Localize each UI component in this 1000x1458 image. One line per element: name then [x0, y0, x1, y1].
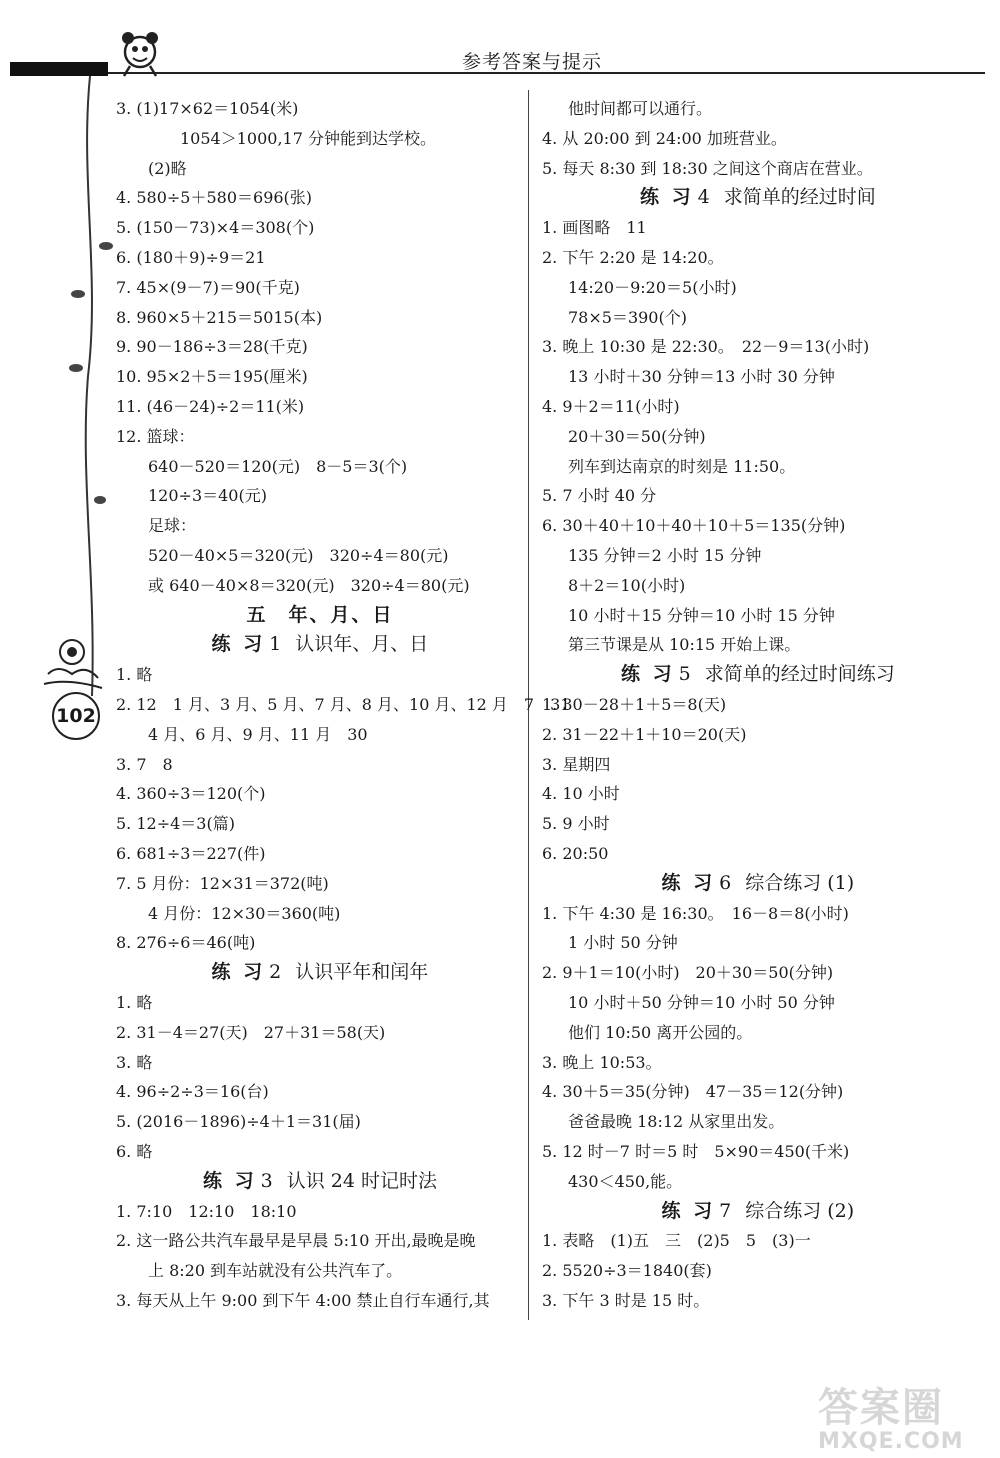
answer-line: 10. 95×2＋5＝195(厘米): [116, 367, 308, 387]
answer-line: 8. 960×5＋215＝5015(本): [116, 307, 323, 327]
section-heading: [662, 870, 855, 896]
answer-line: 5. (150－73)×4＝308(个): [116, 218, 315, 238]
answer-line: 1. 表略 (1)五 三 (2)5 5 (3)一: [542, 1231, 811, 1251]
answer-line: 第三节课是从 10:15 开始上课。: [568, 635, 801, 655]
answer-line: 9. 90－186÷3＝28(千克): [116, 337, 308, 357]
page-header-title: 参考答案与提示: [462, 51, 603, 73]
answer-line: 3. 略: [116, 1052, 153, 1072]
answer-line: 4 月、6 月、9 月、11 月 30: [148, 724, 368, 744]
answer-line: 20＋30＝50(分钟): [568, 426, 706, 446]
answer-line: 2. 这一路公共汽车最早是早晨 5:10 开出,最晚是晚: [116, 1231, 476, 1251]
section-title-text: 认识 24 时记时法: [286, 1169, 437, 1192]
section-heading: [662, 1198, 855, 1224]
section-title-text: 求简单的经过时间练习: [704, 663, 895, 686]
section-label: 练 习: [203, 1169, 257, 1192]
answer-line: 8＋2＝10(小时): [568, 575, 686, 595]
answer-line: 6. 20:50: [542, 844, 609, 863]
answer-line: 5. 12 时－7 时＝5 时 5×90＝450(千米): [542, 1142, 850, 1161]
answer-line: 3. 每天从上午 9:00 到下午 4:00 禁止自行车通行,其: [116, 1291, 490, 1310]
watermark-top-text: 答案圈: [818, 1385, 944, 1431]
answer-line: 5. 12÷4＝3(篇): [116, 814, 235, 834]
answer-line: 足球：: [148, 516, 197, 536]
answer-line: 3. 晚上 10:53。: [542, 1052, 662, 1072]
section-title-text: 求简单的经过时间: [723, 186, 876, 209]
answer-line: 1. 7:10 12:10 18:10: [116, 1201, 297, 1221]
answer-line: 11. (46－24)÷2＝11(米): [116, 397, 305, 416]
answer-line: 列车到达南京的时刻是 11:50。: [568, 456, 796, 476]
answer-line: 2. 9＋1＝10(小时) 20＋30＝50(分钟): [542, 963, 834, 983]
answer-line: 4. 360÷3＝120(个): [116, 784, 266, 804]
answer-line: 4. 10 小时: [542, 784, 620, 804]
answer-line: 5. 每天 8:30 到 18:30 之间这个商店在营业。: [542, 158, 873, 178]
answer-line: 2. 31－22＋1＋10＝20(天): [542, 724, 747, 744]
section-label: 练 习: [661, 1199, 716, 1222]
answer-line: 4. 580÷5＋580＝696(张): [116, 188, 313, 208]
answer-line: 4. 96÷2÷3＝16(台): [116, 1082, 269, 1102]
answer-line: 5. 9 小时: [542, 814, 610, 834]
answer-line: 1. 略: [116, 665, 153, 685]
answer-line: 2. 12 1 月、3 月、5 月、7 月、8 月、10 月、12 月 7 31: [116, 695, 571, 714]
answer-line: 640－520＝120(元) 8－5＝3(个): [148, 456, 408, 476]
answer-line: 3. 晚上 10:30 是 22:30。 22－9＝13(小时): [542, 337, 870, 357]
answer-line: 520－40×5＝320(元) 320÷4＝80(元): [148, 546, 449, 565]
section-heading: [212, 959, 429, 985]
watermark-bottom-text: MXQE.COM: [818, 1429, 964, 1454]
answer-line: 7. 5 月份：12×31＝372(吨): [116, 873, 329, 893]
section-title-text: 综合练习 (2): [745, 1199, 855, 1222]
answer-line: 8. 276÷6＝46(吨): [116, 933, 256, 953]
section-heading: [212, 631, 429, 657]
answer-line: 10 小时＋15 分钟＝10 小时 15 分钟: [568, 605, 835, 625]
answer-line: 6. 681÷3＝227(件): [116, 844, 266, 863]
answer-line: 4. 30＋5＝35(分钟) 47－35＝12(分钟): [542, 1082, 844, 1102]
answer-line: 7. 45×(9－7)＝90(千克): [116, 277, 300, 297]
chapter-title: 五 年、月、日: [246, 603, 394, 626]
answer-line: 14:20－9:20＝5(小时): [568, 277, 737, 297]
answer-line: 10 小时＋50 分钟＝10 小时 50 分钟: [568, 993, 835, 1012]
page-number-badge: 102: [52, 692, 100, 740]
section-label: 练 习: [211, 961, 266, 984]
section-label: 练 习: [640, 186, 694, 209]
answer-line: 2. 31－4＝27(天) 27＋31＝58(天): [116, 1022, 386, 1042]
answer-line: 13 小时＋30 分钟＝13 小时 30 分钟: [568, 367, 835, 387]
section-title-text: 综合练习 (1): [745, 871, 855, 894]
section-number: 2: [269, 961, 282, 984]
section-heading: [621, 661, 895, 687]
answer-line: 他们 10:50 离开公园的。: [568, 1022, 753, 1042]
answer-line: 78×5＝390(个): [568, 307, 687, 327]
answer-line: 爸爸最晚 18:12 从家里出发。: [568, 1112, 785, 1132]
section-label: 练 习: [661, 871, 716, 894]
section-number: 3: [260, 1169, 273, 1192]
section-label: 练 习: [211, 633, 266, 656]
section-title-text: 认识年、月、日: [295, 633, 429, 656]
answer-line: 5. 7 小时 40 分: [542, 486, 657, 506]
vine-decoration: [60, 76, 120, 696]
section-number: 7: [719, 1199, 732, 1222]
answer-line: 3. 星期四: [542, 754, 611, 774]
watermark: [818, 1376, 988, 1452]
answer-line: 4. 9＋2＝11(小时): [542, 397, 680, 416]
answer-line: 1. 下午 4:30 是 16:30。 16－8＝8(小时): [542, 903, 849, 923]
section-number: 5: [678, 663, 691, 686]
answer-line: 4 月份：12×30＝360(吨): [148, 903, 341, 923]
answer-line: 12. 篮球：: [116, 426, 195, 446]
section-number: 4: [697, 186, 710, 209]
answer-line: 2. 下午 2:20 是 14:20。: [542, 248, 724, 267]
answer-line: 3. 下午 3 时是 15 时。: [542, 1291, 710, 1310]
answer-line: 135 分钟＝2 小时 15 分钟: [568, 546, 762, 565]
answer-line: 6. 30＋40＋10＋40＋10＋5＝135(分钟): [542, 516, 846, 536]
answer-line: 1. 30－28＋1＋5＝8(天): [542, 695, 727, 714]
answer-line: (2)略: [148, 158, 187, 178]
answer-line: 或 640－40×8＝320(元) 320÷4＝80(元): [148, 575, 470, 595]
answer-line: 6. (180＋9)÷9＝21: [116, 248, 266, 267]
answer-line: 120÷3＝40(元): [148, 486, 267, 506]
answer-line: 1 小时 50 分钟: [568, 933, 678, 953]
answer-line: 4. 从 20:00 到 24:00 加班营业。: [542, 128, 787, 148]
answer-line: 上 8:20 到车站就没有公共汽车了。: [148, 1261, 403, 1281]
answer-line: 5. (2016－1896)÷4＋1＝31(届): [116, 1112, 361, 1132]
answer-line: 3. 7 8: [116, 754, 173, 774]
section-heading: [640, 184, 876, 210]
section-heading: [203, 1168, 437, 1194]
section-number: 6: [719, 871, 732, 894]
answer-line: 他时间都可以通行。: [568, 99, 713, 118]
alarm-clock-mascot-icon: [114, 26, 166, 78]
answer-line: 2. 5520÷3＝1840(套): [542, 1261, 712, 1281]
answer-line: 1054＞1000,17 分钟能到达学校。: [180, 128, 436, 148]
flower-decoration: [38, 634, 108, 694]
answer-line: 1. 画图略 11: [542, 218, 647, 238]
answer-line: 430＜450,能。: [568, 1171, 683, 1191]
section-label: 练 习: [621, 663, 675, 686]
answer-line: 1. 略: [116, 993, 153, 1012]
section-number: 1: [269, 633, 282, 656]
answer-line: 6. 略: [116, 1142, 153, 1161]
header-bar: [10, 62, 108, 76]
section-title-text: 认识平年和闰年: [295, 961, 429, 984]
answer-line: 3. (1)17×62＝1054(米): [116, 99, 299, 118]
